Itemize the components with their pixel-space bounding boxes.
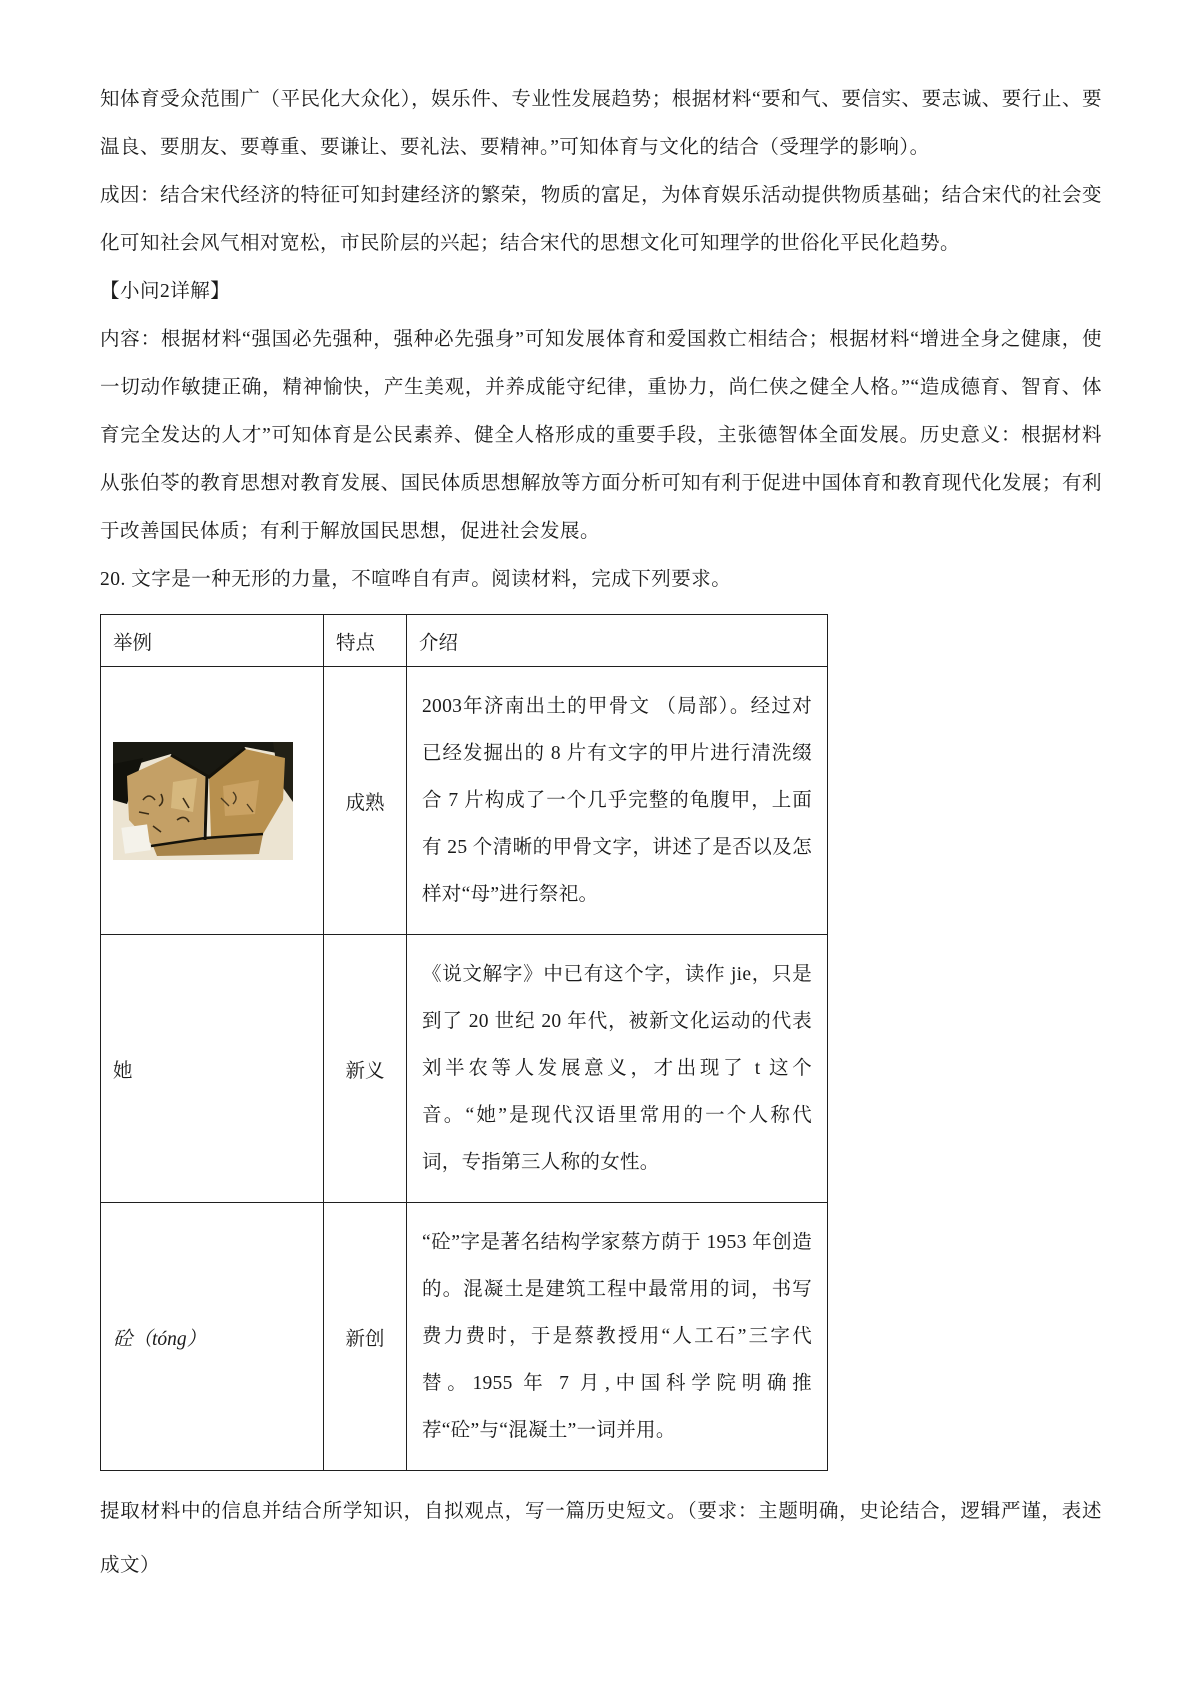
feature-cell: 新创 — [324, 1203, 407, 1471]
table-row — [101, 935, 828, 1203]
oracle-bone-image — [113, 742, 293, 860]
feature-cell: 新义 — [324, 935, 407, 1203]
section-heading: 【小问2详解】 — [100, 281, 231, 302]
example-cell-tong: 砼（tóng） — [101, 1203, 324, 1471]
task-instruction: 提取材料中的信息并结合所学知识，自拟观点，写一篇历史短文。（要求：主题明确，史论结合，逻辑严谨，表述成文） — [100, 1501, 1102, 1576]
feature-cell: 成熟 — [324, 667, 407, 935]
character-examples-table — [100, 614, 828, 1471]
intro-cell: 2003年济南出土的甲骨文 （局部）。经过对已经发掘出的 8 片有文字的甲片进行清洗缀合 7 片构成了一个几乎完整的龟腹甲，上面有 25 个清晰的甲骨文字，讲述了是否以及怎样对“母”进行祭祀。 — [407, 667, 828, 935]
table-header-row — [101, 615, 828, 667]
header-example: 举例 — [101, 615, 324, 667]
question-20-stem: 20. 文字是一种无形的力量，不喧哗自有声。阅读材料，完成下列要求。 — [100, 569, 732, 590]
table-row — [101, 667, 828, 935]
intro-cell: 《说文解字》中已有这个字，读作 jie，只是到了 20 世纪 20 年代，被新文化运动的代表刘半农等人发展意义，才出现了 t 这个音。“她”是现代汉语里常用的一个人称代词，专指第三人称的女性。 — [407, 935, 828, 1203]
header-feature: 特点 — [324, 615, 407, 667]
example-cell-ta: 她 — [101, 935, 324, 1203]
paragraph: 成因：结合宋代经济的特征可知封建经济的繁荣，物质的富足，为体育娱乐活动提供物质基础；结合宋代的社会变化可知社会风气相对宽松，市民阶层的兴起；结合宋代的思想文化可知理学的世俗化平民化趋势。 — [100, 185, 1102, 254]
paragraph: 知体育受众范围广（平民化大众化），娱乐件、专业性发展趋势；根据材料“要和气、要信实、要志诚、要行止、要温良、要朋友、要尊重、要谦让、要礼法、要精神。”可知体育与文化的结合（受理学的影响）。 — [100, 89, 1102, 158]
table-row — [101, 1203, 828, 1471]
example-cell-oracle-bone — [101, 667, 324, 935]
paragraph: 内容：根据材料“强国必先强种，强种必先强身”可知发展体育和爱国救亡相结合；根据材料“增进全身之健康，使一切动作敏捷正确，精神愉快，产生美观，并养成能守纪律，重协力，尚仁侠之健全人格。”“造成德育、智育、体育完全发达的人才”可知体育是公民素养、健全人格形成的重要手段，主张德智体全面发展。历史意义：根据材料从张伯苓的教育思想对教育发展、国民体质思想解放等方面分析可知有利于促进中国体育和教育现代化发展；有利于改善国民体质；有利于解放国民思想，促进社会发展。 — [100, 329, 1102, 542]
header-intro: 介绍 — [407, 615, 828, 667]
intro-cell: “砼”字是著名结构学家蔡方荫于 1953 年创造的。混凝土是建筑工程中最常用的词，书写费力费时，于是蔡教授用“人工石”三字代替。1955 年 7 月,中国科学院明确推荐“砼”与“混凝土”一词并用。 — [407, 1203, 828, 1471]
